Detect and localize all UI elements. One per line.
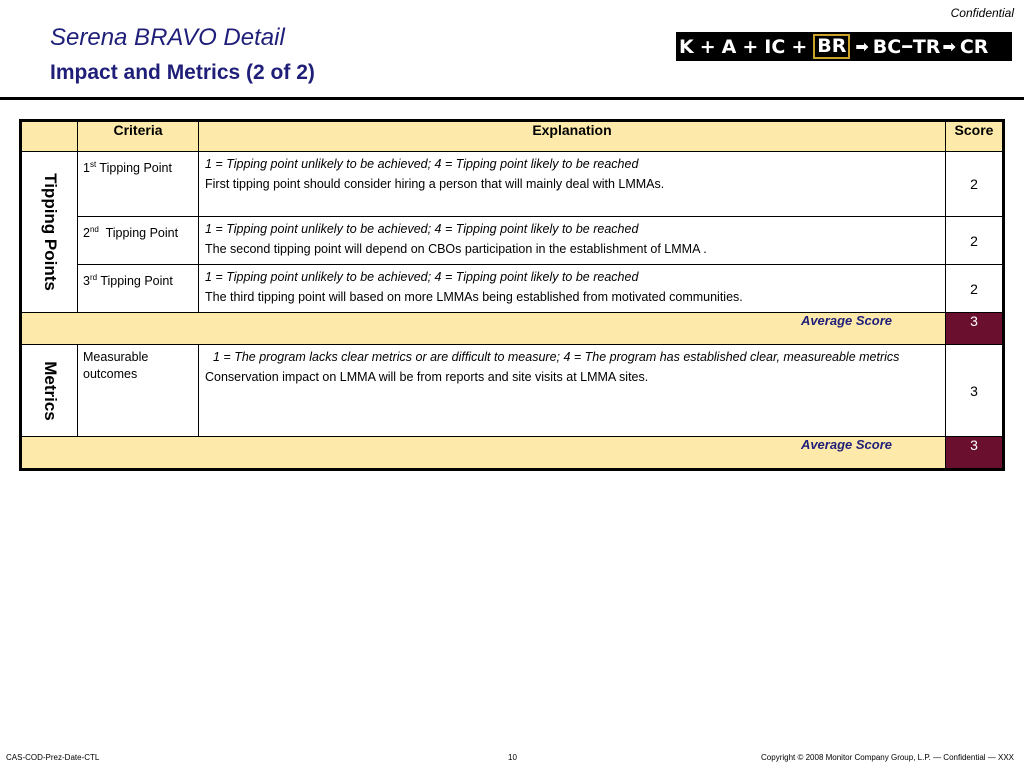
logo-k: K bbox=[679, 35, 694, 58]
criteria-cell: 3rd Tipping Point bbox=[78, 265, 199, 313]
average-score-label: Average Score bbox=[21, 313, 946, 345]
table-row bbox=[21, 345, 1004, 437]
average-row-tipping-points bbox=[21, 313, 1004, 345]
title-divider bbox=[0, 97, 1024, 100]
criteria-cell: Measurable outcomes bbox=[78, 345, 199, 437]
score-cell: 2 bbox=[946, 265, 1004, 313]
criteria-cell: 1st Tipping Point bbox=[78, 152, 199, 217]
criteria-cell: 2nd Tipping Point bbox=[78, 217, 199, 265]
explanation-text: The second tipping point will depend on CBOs participation in the establishment of LMMA . bbox=[205, 242, 707, 256]
average-score-value: 3 bbox=[946, 313, 1004, 345]
plus-icon: + bbox=[791, 35, 808, 58]
header-explanation: Explanation bbox=[199, 121, 946, 152]
average-score-label: Average Score bbox=[21, 437, 946, 470]
explanation-cell bbox=[199, 265, 946, 313]
scale-text: 1 = Tipping point unlikely to be achieved; 4 = Tipping point likely to be reached bbox=[205, 222, 639, 236]
logo-cr: CR bbox=[959, 35, 989, 58]
scale-text: 1 = Tipping point unlikely to be achieved; 4 = Tipping point likely to be reached bbox=[205, 270, 639, 284]
header-criteria: Criteria bbox=[78, 121, 199, 152]
plus-icon: + bbox=[742, 35, 759, 58]
table-row bbox=[21, 265, 1004, 313]
table-row bbox=[21, 152, 1004, 217]
scale-text: 1 = The program lacks clear metrics or are difficult to measure; 4 = The program has established clear, measureable metrics bbox=[213, 350, 900, 364]
arrow-right-icon: ➡ bbox=[942, 37, 956, 56]
table-row bbox=[21, 217, 1004, 265]
explanation-cell bbox=[199, 217, 946, 265]
confidential-label: Confidential bbox=[950, 6, 1014, 20]
score-cell: 2 bbox=[946, 152, 1004, 217]
section-label-tipping-points: Tipping Points bbox=[21, 152, 78, 313]
header-score: Score bbox=[946, 121, 1004, 152]
score-cell: 3 bbox=[946, 345, 1004, 437]
explanation-text: The third tipping point will based on more LMMAs being established from motivated communities. bbox=[205, 290, 743, 304]
arrow-right-icon: ➡ bbox=[855, 37, 869, 56]
logo-bc: BC bbox=[872, 35, 902, 58]
page-subtitle: Impact and Metrics (2 of 2) bbox=[50, 61, 315, 84]
explanation-cell bbox=[199, 152, 946, 217]
table-header-row bbox=[21, 121, 1004, 152]
explanation-cell bbox=[199, 345, 946, 437]
logo-br: BR bbox=[813, 34, 850, 59]
average-row-metrics bbox=[21, 437, 1004, 470]
dash-icon: ━ bbox=[902, 37, 912, 56]
logo-ic: IC bbox=[764, 35, 786, 58]
footer-page-number: 10 bbox=[508, 753, 517, 762]
impact-metrics-table bbox=[19, 119, 1005, 471]
explanation-text: First tipping point should consider hiring a person that will mainly deal with LMMAs. bbox=[205, 177, 665, 191]
section-label-metrics: Metrics bbox=[21, 345, 78, 437]
logo-tr: TR bbox=[912, 35, 941, 58]
bravo-logo bbox=[676, 32, 1012, 61]
header-blank-cell bbox=[21, 121, 78, 152]
logo-a: A bbox=[721, 35, 737, 58]
scale-text: 1 = Tipping point unlikely to be achieved; 4 = Tipping point likely to be reached bbox=[205, 157, 639, 171]
score-cell: 2 bbox=[946, 217, 1004, 265]
page-title: Serena BRAVO Detail bbox=[50, 24, 285, 51]
explanation-text: Conservation impact on LMMA will be from reports and site visits at LMMA sites. bbox=[205, 370, 649, 384]
average-score-value: 3 bbox=[946, 437, 1004, 470]
plus-icon: + bbox=[699, 35, 716, 58]
footer-doc-id: CAS-COD-Prez-Date-CTL bbox=[6, 753, 100, 762]
footer-copyright: Copyright © 2008 Monitor Company Group, L.P. — Confidential — XXX bbox=[761, 753, 1014, 762]
